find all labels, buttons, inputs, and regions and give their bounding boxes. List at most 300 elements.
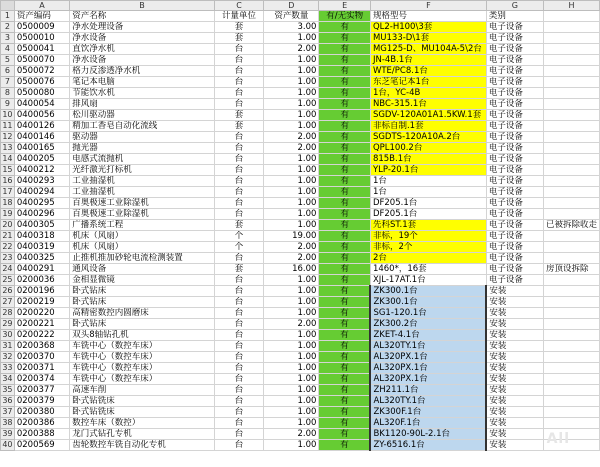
unit-cell[interactable]: 台 [214,275,263,286]
quantity-cell[interactable]: 1.00 [264,110,319,121]
category-cell[interactable]: 电子设备 [486,77,543,88]
row-number[interactable]: 19 [2,209,13,218]
quantity-cell[interactable]: 1.00 [264,154,319,165]
asset-code-cell[interactable]: 0200221 [14,319,69,330]
row-number[interactable]: 8 [1,88,15,99]
category-cell[interactable]: 安装 [486,363,543,374]
row-number[interactable]: 31 [2,341,13,350]
unit-cell[interactable]: 台 [214,77,263,88]
note-cell[interactable] [543,143,599,154]
physical-status-cell[interactable]: 有 [319,187,371,198]
unit-cell[interactable]: 台 [214,396,263,407]
row-number[interactable]: 6 [1,66,15,77]
unit-cell[interactable]: 台 [214,176,263,187]
unit-cell[interactable]: 台 [214,132,263,143]
category-cell[interactable]: 电子设备 [486,264,543,275]
category-cell[interactable]: 电子设备 [486,231,543,242]
category-cell[interactable]: 电子设备 [486,121,543,132]
physical-status-cell[interactable]: 有 [319,209,371,220]
note-cell[interactable] [543,297,599,308]
row-number[interactable]: 15 [2,165,13,174]
category-cell[interactable]: 安装 [486,297,543,308]
row-number[interactable]: 14 [2,154,13,163]
spec-model-cell[interactable]: ZKET-4.1台 [370,330,486,341]
physical-status-cell[interactable]: 有 [319,286,371,297]
asset-name-cell[interactable]: 松川驱动器 [70,110,215,121]
unit-cell[interactable]: 套 [214,220,263,231]
note-cell[interactable] [543,352,599,363]
row-number[interactable]: 17 [2,187,13,196]
asset-name-cell[interactable]: 净水设备 [70,33,215,44]
row-number[interactable]: 10 [2,110,13,119]
asset-code-cell[interactable]: 0200371 [14,363,69,374]
spec-model-cell[interactable]: 非标，19个 [370,231,486,242]
row-number[interactable]: 4 [1,44,15,55]
category-cell[interactable]: 电子设备 [486,198,543,209]
header-cell-e[interactable]: 有/无实物 [319,11,371,22]
quantity-cell[interactable]: 1.00 [264,385,319,396]
asset-name-cell[interactable]: 龙门式钻孔专机 [70,429,215,440]
spec-model-cell[interactable]: 1台 [370,187,486,198]
spec-model-cell[interactable]: MU133-D\1套 [370,33,486,44]
unit-cell[interactable]: 台 [214,165,263,176]
quantity-cell[interactable]: 1.00 [264,209,319,220]
asset-code-cell[interactable]: 0400319 [14,242,69,253]
quantity-cell[interactable]: 1.00 [264,220,319,231]
asset-code-cell[interactable]: 0500041 [14,44,69,55]
note-cell[interactable] [543,44,599,55]
asset-code-cell[interactable]: 0400293 [14,176,69,187]
category-cell[interactable]: 电子设备 [486,44,543,55]
category-cell[interactable]: 电子设备 [486,22,543,33]
physical-status-cell[interactable]: 有 [319,352,371,363]
unit-cell[interactable]: 台 [214,363,263,374]
quantity-cell[interactable]: 2.00 [264,253,319,264]
category-cell[interactable]: 电子设备 [486,154,543,165]
unit-cell[interactable]: 台 [214,374,263,385]
asset-name-cell[interactable]: 车铣中心（数控车床） [70,352,215,363]
spec-model-cell[interactable]: 非标自制.1套 [370,121,486,132]
unit-cell[interactable]: 套 [214,110,263,121]
unit-cell[interactable]: 套 [214,33,263,44]
category-cell[interactable]: 安装 [486,396,543,407]
header-cell-b[interactable]: 资产名称 [70,11,215,22]
column-header-d[interactable]: D [264,1,319,11]
spec-model-cell[interactable]: WTE/PC8.1台 [370,66,486,77]
asset-code-cell[interactable]: 0200379 [14,396,69,407]
note-cell[interactable] [543,253,599,264]
row-number[interactable]: 29 [2,319,13,328]
note-cell[interactable]: 已被拆除收走 [543,220,599,231]
physical-status-cell[interactable]: 有 [319,297,371,308]
quantity-cell[interactable]: 1.00 [264,99,319,110]
asset-code-cell[interactable]: 0400295 [14,198,69,209]
unit-cell[interactable]: 个 [214,231,263,242]
asset-name-cell[interactable]: 机床（风扇） [70,242,215,253]
physical-status-cell[interactable]: 有 [319,440,371,451]
spec-model-cell[interactable]: 非标，2个 [370,242,486,253]
quantity-cell[interactable]: 3.00 [264,22,319,33]
row-number[interactable]: 11 [2,121,13,130]
quantity-cell[interactable]: 1.00 [264,374,319,385]
physical-status-cell[interactable]: 有 [319,341,371,352]
header-cell-d[interactable]: 资产数量 [264,11,319,22]
category-cell[interactable]: 电子设备 [486,253,543,264]
quantity-cell[interactable]: 1.00 [264,286,319,297]
unit-cell[interactable]: 台 [214,143,263,154]
quantity-cell[interactable]: 2.00 [264,319,319,330]
note-cell[interactable] [543,418,599,429]
asset-name-cell[interactable]: 光纤激光打标机 [70,165,215,176]
column-header-g[interactable]: G [486,1,543,11]
unit-cell[interactable]: 台 [214,55,263,66]
asset-code-cell[interactable]: 0400146 [14,132,69,143]
quantity-cell[interactable]: 1.00 [264,275,319,286]
spec-model-cell[interactable]: ZY-6516.1台 [370,440,486,451]
unit-cell[interactable]: 台 [214,385,263,396]
asset-name-cell[interactable]: 卧式钻床 [70,286,215,297]
note-cell[interactable] [543,407,599,418]
row-number[interactable]: 13 [2,143,13,152]
note-cell[interactable] [543,319,599,330]
unit-cell[interactable]: 台 [214,341,263,352]
unit-cell[interactable]: 套 [214,264,263,275]
asset-code-cell[interactable]: 0400205 [14,154,69,165]
spec-model-cell[interactable]: YLP-20.1台 [370,165,486,176]
note-cell[interactable] [543,132,599,143]
asset-name-cell[interactable]: 数控车床（数控） [70,418,215,429]
quantity-cell[interactable]: 1.00 [264,187,319,198]
physical-status-cell[interactable]: 有 [319,242,371,253]
physical-status-cell[interactable]: 有 [319,330,371,341]
category-cell[interactable]: 安装 [486,374,543,385]
row-number[interactable]: 3 [1,33,15,44]
asset-code-cell[interactable]: 0200380 [14,407,69,418]
spec-model-cell[interactable]: 1台，YC-4B [370,88,486,99]
row-number[interactable]: 36 [2,396,13,405]
row-number[interactable]: 37 [2,407,13,416]
category-cell[interactable]: 安装 [486,352,543,363]
unit-cell[interactable]: 台 [214,418,263,429]
asset-code-cell[interactable]: 0400305 [14,220,69,231]
unit-cell[interactable]: 台 [214,154,263,165]
quantity-cell[interactable]: 1.00 [264,396,319,407]
unit-cell[interactable]: 台 [214,440,263,451]
spec-model-cell[interactable]: ZK300.1台 [370,297,486,308]
note-cell[interactable] [543,396,599,407]
note-cell[interactable] [543,308,599,319]
asset-name-cell[interactable]: 净水处理设备 [70,22,215,33]
note-cell[interactable] [543,55,599,66]
physical-status-cell[interactable]: 有 [319,429,371,440]
physical-status-cell[interactable]: 有 [319,22,371,33]
asset-code-cell[interactable]: 0400294 [14,187,69,198]
quantity-cell[interactable]: 1.00 [264,440,319,451]
spec-model-cell[interactable]: ZK300.2台 [370,319,486,330]
quantity-cell[interactable]: 1.00 [264,418,319,429]
category-cell[interactable]: 安装 [486,308,543,319]
spec-model-cell[interactable]: SGDV-120A01A1.5KW.1套 [370,110,486,121]
physical-status-cell[interactable]: 有 [319,66,371,77]
header-cell-g[interactable]: 类别 [486,11,543,22]
physical-status-cell[interactable]: 有 [319,154,371,165]
physical-status-cell[interactable]: 有 [319,99,371,110]
note-cell[interactable] [543,385,599,396]
spec-model-cell[interactable]: ZK300F.1台 [370,407,486,418]
physical-status-cell[interactable]: 有 [319,264,371,275]
spec-model-cell[interactable]: 东芝笔记本1台 [370,77,486,88]
asset-name-cell[interactable]: 车铣中心（数控车床） [70,363,215,374]
quantity-cell[interactable]: 2.00 [264,429,319,440]
note-cell[interactable]: 房顶设拆除 [543,264,599,275]
row-number[interactable]: 12 [2,132,13,141]
asset-code-cell[interactable]: 0400318 [14,231,69,242]
spec-model-cell[interactable]: NBC-315.1台 [370,99,486,110]
note-cell[interactable] [543,165,599,176]
unit-cell[interactable]: 个 [214,242,263,253]
unit-cell[interactable]: 台 [214,198,263,209]
quantity-cell[interactable]: 1.00 [264,165,319,176]
asset-name-cell[interactable]: 高速车削 [70,385,215,396]
physical-status-cell[interactable]: 有 [319,220,371,231]
unit-cell[interactable]: 台 [214,319,263,330]
spec-model-cell[interactable]: AL320PX.1台 [370,374,486,385]
unit-cell[interactable]: 台 [214,352,263,363]
asset-code-cell[interactable]: 0200222 [14,330,69,341]
spec-model-cell[interactable]: ZH211.1台 [370,385,486,396]
category-cell[interactable]: 电子设备 [486,110,543,121]
asset-code-cell[interactable]: 0200377 [14,385,69,396]
category-cell[interactable]: 安装 [486,418,543,429]
note-cell[interactable] [543,209,599,220]
select-all-corner[interactable] [1,1,15,11]
category-cell[interactable]: 电子设备 [486,55,543,66]
category-cell[interactable]: 电子设备 [486,209,543,220]
row-number[interactable]: 23 [2,253,13,262]
row-number[interactable]: 27 [2,297,13,306]
unit-cell[interactable]: 台 [214,330,263,341]
asset-name-cell[interactable]: 抛光器 [70,143,215,154]
quantity-cell[interactable]: 1.00 [264,77,319,88]
asset-code-cell[interactable]: 0500076 [14,77,69,88]
quantity-cell[interactable]: 1.00 [264,352,319,363]
quantity-cell[interactable]: 19.00 [264,231,319,242]
spec-model-cell[interactable]: DF205.1台 [370,198,486,209]
column-header-c[interactable]: C [214,1,263,11]
asset-name-cell[interactable]: 机床（风扇） [70,231,215,242]
asset-name-cell[interactable]: 齿轮数控车铣自动化专机 [70,440,215,451]
asset-code-cell[interactable]: 0400165 [14,143,69,154]
asset-name-cell[interactable]: 直饮净水机 [70,44,215,55]
column-header-f[interactable]: F [370,1,486,11]
asset-name-cell[interactable]: 排风扇 [70,99,215,110]
quantity-cell[interactable]: 2.00 [264,44,319,55]
physical-status-cell[interactable]: 有 [319,319,371,330]
spec-model-cell[interactable]: AL320TY.1台 [370,396,486,407]
note-cell[interactable] [543,187,599,198]
asset-code-cell[interactable]: 0200219 [14,297,69,308]
physical-status-cell[interactable]: 有 [319,44,371,55]
spec-model-cell[interactable]: DF205.1台 [370,209,486,220]
category-cell[interactable]: 电子设备 [486,165,543,176]
row-number[interactable]: 18 [2,198,13,207]
column-header-b[interactable]: B [70,1,215,11]
quantity-cell[interactable]: 1.00 [264,88,319,99]
category-cell[interactable]: 安装 [486,341,543,352]
category-cell[interactable]: 安装 [486,385,543,396]
quantity-cell[interactable]: 2.00 [264,242,319,253]
asset-code-cell[interactable]: 0200220 [14,308,69,319]
physical-status-cell[interactable]: 有 [319,77,371,88]
category-cell[interactable]: 电子设备 [486,132,543,143]
asset-code-cell[interactable]: 0500010 [14,33,69,44]
category-cell[interactable]: 电子设备 [486,33,543,44]
row-number[interactable]: 9 [1,99,15,110]
asset-code-cell[interactable]: 0400056 [14,110,69,121]
asset-code-cell[interactable]: 0500009 [14,22,69,33]
row-number[interactable]: 5 [1,55,15,66]
asset-name-cell[interactable]: 广播系统工程 [70,220,215,231]
category-cell[interactable]: 电子设备 [486,187,543,198]
spec-model-cell[interactable]: BK1120-90L-2.1台 [370,429,486,440]
category-cell[interactable]: 电子设备 [486,176,543,187]
spec-model-cell[interactable]: SGDTS-120A10A.2台 [370,132,486,143]
asset-code-cell[interactable]: 0500072 [14,66,69,77]
row-number[interactable]: 33 [2,363,13,372]
asset-name-cell[interactable]: 驱动器 [70,132,215,143]
asset-code-cell[interactable]: 0400291 [14,264,69,275]
category-cell[interactable]: 电子设备 [486,88,543,99]
category-cell[interactable]: 安装 [486,319,543,330]
asset-code-cell[interactable]: 0200569 [14,440,69,451]
asset-code-cell[interactable]: 0400296 [14,209,69,220]
physical-status-cell[interactable]: 有 [319,308,371,319]
note-cell[interactable] [543,363,599,374]
quantity-cell[interactable]: 1.00 [264,308,319,319]
spec-model-cell[interactable]: 1460*，16套 [370,264,486,275]
spec-model-cell[interactable]: AL320F.1台 [370,418,486,429]
quantity-cell[interactable]: 1.00 [264,121,319,132]
row-number[interactable]: 16 [2,176,13,185]
note-cell[interactable] [543,198,599,209]
asset-name-cell[interactable]: 百奥极速工业除湿机 [70,209,215,220]
physical-status-cell[interactable]: 有 [319,88,371,99]
physical-status-cell[interactable]: 有 [319,165,371,176]
spec-model-cell[interactable]: QPL100.2台 [370,143,486,154]
quantity-cell[interactable]: 2.00 [264,143,319,154]
asset-code-cell[interactable]: 0400054 [14,99,69,110]
unit-cell[interactable]: 台 [214,209,263,220]
physical-status-cell[interactable]: 有 [319,374,371,385]
asset-name-cell[interactable]: 高精密数控内圆磨床 [70,308,215,319]
row-number[interactable]: 26 [2,286,13,295]
note-cell[interactable] [543,176,599,187]
quantity-cell[interactable]: 1.00 [264,55,319,66]
asset-code-cell[interactable]: 0500080 [14,88,69,99]
note-cell[interactable] [543,341,599,352]
asset-code-cell[interactable]: 0200374 [14,374,69,385]
physical-status-cell[interactable]: 有 [319,385,371,396]
asset-name-cell[interactable]: 卧式钻床 [70,319,215,330]
column-header-e[interactable]: E [319,1,371,11]
category-cell[interactable]: 安装 [486,286,543,297]
asset-name-cell[interactable]: 百奥极速工业除湿机 [70,198,215,209]
physical-status-cell[interactable]: 有 [319,275,371,286]
asset-name-cell[interactable]: 工业抽湿机 [70,187,215,198]
asset-code-cell[interactable]: 0200036 [14,275,69,286]
header-cell-f[interactable]: 规格型号 [370,11,486,22]
asset-code-cell[interactable]: 0200388 [14,429,69,440]
asset-code-cell[interactable]: 0200368 [14,341,69,352]
spec-model-cell[interactable]: AL320TY.1台 [370,341,486,352]
quantity-cell[interactable]: 1.00 [264,297,319,308]
note-cell[interactable] [543,374,599,385]
asset-name-cell[interactable]: 金相显微镜 [70,275,215,286]
row-number[interactable]: 7 [1,77,15,88]
note-cell[interactable] [543,33,599,44]
asset-name-cell[interactable]: 卧式钻铣床 [70,407,215,418]
physical-status-cell[interactable]: 有 [319,176,371,187]
category-cell[interactable]: 电子设备 [486,66,543,77]
spec-model-cell[interactable]: AL320PX.1台 [370,352,486,363]
asset-name-cell[interactable]: 卧式钻床 [70,297,215,308]
unit-cell[interactable]: 台 [214,99,263,110]
category-cell[interactable]: 安装 [486,407,543,418]
row-number[interactable]: 30 [2,330,13,339]
spec-model-cell[interactable]: QL2-H100\3套 [370,22,486,33]
physical-status-cell[interactable]: 有 [319,396,371,407]
note-cell[interactable] [543,231,599,242]
quantity-cell[interactable]: 2.00 [264,132,319,143]
row-number[interactable]: 20 [2,220,13,229]
asset-name-cell[interactable]: 笔记本电脑 [70,77,215,88]
physical-status-cell[interactable]: 有 [319,121,371,132]
unit-cell[interactable]: 台 [214,308,263,319]
unit-cell[interactable]: 台 [214,286,263,297]
row-number[interactable]: 1 [1,11,15,22]
asset-name-cell[interactable]: 节能饮水机 [70,88,215,99]
category-cell[interactable]: 电子设备 [486,242,543,253]
quantity-cell[interactable]: 1.00 [264,330,319,341]
column-header-a[interactable]: A [14,1,69,11]
unit-cell[interactable]: 台 [214,407,263,418]
asset-name-cell[interactable]: 车铣中心（数控车床） [70,374,215,385]
spec-model-cell[interactable]: 2台 [370,253,486,264]
spec-model-cell[interactable]: MG125-D、MU104A-5\2台 [370,44,486,55]
quantity-cell[interactable]: 1.00 [264,198,319,209]
category-cell[interactable]: 电子设备 [486,220,543,231]
row-number[interactable]: 32 [2,352,13,361]
physical-status-cell[interactable]: 有 [319,363,371,374]
note-cell[interactable] [543,121,599,132]
note-cell[interactable] [543,66,599,77]
note-cell[interactable] [543,275,599,286]
physical-status-cell[interactable]: 有 [319,33,371,44]
quantity-cell[interactable]: 1.00 [264,407,319,418]
note-cell[interactable] [543,22,599,33]
spec-model-cell[interactable]: XJL-17AT.1台 [370,275,486,286]
category-cell[interactable]: 安装 [486,440,543,451]
note-cell[interactable] [543,242,599,253]
unit-cell[interactable]: 台 [214,66,263,77]
category-cell[interactable]: 电子设备 [486,99,543,110]
spec-model-cell[interactable]: 先科ST.1套 [370,220,486,231]
row-number[interactable]: 39 [2,429,13,438]
note-cell[interactable] [543,154,599,165]
asset-name-cell[interactable]: 工业抽湿机 [70,176,215,187]
asset-code-cell[interactable]: 0500070 [14,55,69,66]
physical-status-cell[interactable]: 有 [319,132,371,143]
